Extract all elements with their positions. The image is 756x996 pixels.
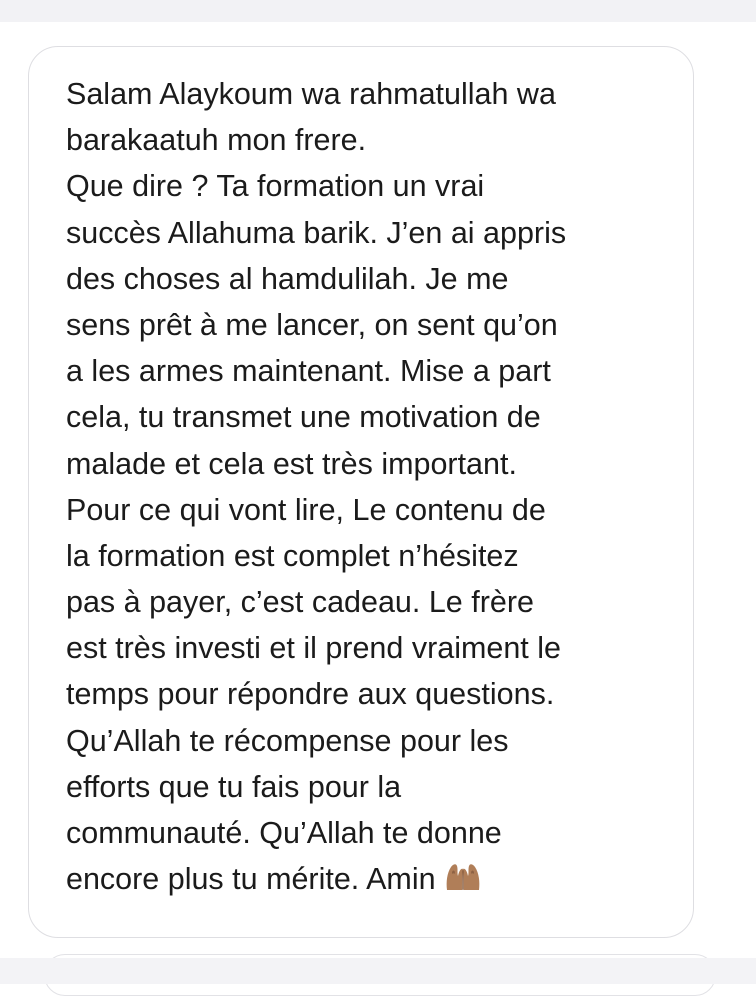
message-line: succès Allahuma barik. J’en ai appris [66,215,567,250]
message-line-text: encore plus tu mérite. Amin [66,862,436,897]
message-text [66,71,666,902]
message-line: est très investi et il prend vraiment le [66,631,561,666]
message-line: pas à payer, c’est cadeau. Le frère [66,585,534,620]
message-line: Qu’Allah te récompense pour les [66,723,509,758]
bottom-background-strip [0,958,756,984]
message-line: des choses al hamdulilah. Je me [66,261,509,296]
message-line: cela, tu transmet une motivation de [66,400,541,435]
message-line: efforts que tu fais pour la [66,769,402,804]
message-bubble[interactable] [28,46,694,938]
praying-hands-icon [444,859,482,905]
message-line: a les armes maintenant. Mise a part [66,354,551,389]
message-line: Salam Alaykoum wa rahmatullah wa [66,77,556,111]
message-line: sens prêt à me lancer, on sent qu’on [66,307,558,342]
message-line: la formation est complet n’hésitez [66,538,519,573]
message-line: malade et cela est très important. [66,446,517,481]
message-line: Pour ce qui vont lire, Le contenu de [66,492,546,527]
top-background-strip [0,0,756,22]
message-line: barakaatuh mon frere. [66,123,367,158]
message-line: Que dire ? Ta formation un vrai [66,169,485,204]
message-line: communauté. Qu’Allah te donne [66,816,502,850]
message-line-last [66,856,666,902]
message-line: temps pour répondre aux questions. [66,677,555,712]
